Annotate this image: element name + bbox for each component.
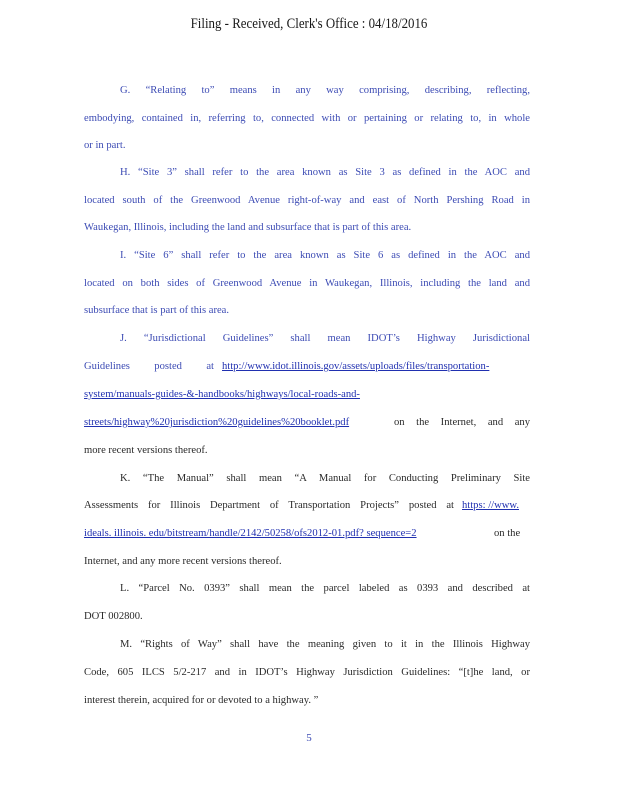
idot-guidelines-link[interactable]: streets/highway%20jurisdiction%20guidelines%20booklet.pdf bbox=[84, 417, 350, 428]
paragraph-g-line: or in part. bbox=[84, 140, 126, 151]
paragraph-l-line: DOT 002800. bbox=[84, 611, 143, 622]
paragraph-g-line: embodying, contained in, referring to, connected with or pertaining or relating to, in whole bbox=[84, 113, 530, 124]
paragraph-i-line: located on both sides of Greenwood Avenue in Waukegan, Illinois, including the land and bbox=[84, 278, 530, 289]
idot-guidelines-link[interactable]: http://www.idot.illinois.gov/assets/uploads/files/transportation- bbox=[222, 361, 490, 372]
paragraph-k-line: K. “The Manual” shall mean “A Manual for Conducting Preliminary Site bbox=[120, 473, 530, 484]
paragraph-h-line: H. “Site 3” shall refer to the area known as Site 3 as defined in the AOC and bbox=[120, 167, 530, 178]
paragraph-j-line: on the Internet, and any bbox=[394, 417, 530, 428]
paragraph-m-line: Code, 605 ILCS 5/2-217 and in IDOT’s Highway Jurisdiction Guidelines: “[t]he land, or bbox=[84, 667, 530, 678]
paragraph-k-line: on the bbox=[494, 528, 521, 539]
idot-guidelines-link[interactable]: system/manuals-guides-&-handbooks/highways/local-roads-and- bbox=[84, 389, 360, 400]
paragraph-j-line: Guidelines posted at bbox=[84, 361, 214, 372]
paragraph-g-line: G. “Relating to” means in any way comprising, describing, reflecting, bbox=[120, 85, 530, 96]
paragraph-k-line: Internet, and any more recent versions thereof. bbox=[84, 556, 282, 567]
paragraph-h-line: located south of the Greenwood Avenue right-of-way and east of North Pershing Road in bbox=[84, 195, 530, 206]
paragraph-m-line: interest therein, acquired for or devoted to a highway. ” bbox=[84, 695, 319, 706]
paragraph-i-line: subsurface that is part of this area. bbox=[84, 305, 230, 316]
paragraph-k-line: Assessments for Illinois Department of Transportation Projects” posted at bbox=[84, 500, 454, 511]
paragraph-j-line: more recent versions thereof. bbox=[84, 445, 208, 456]
paragraph-h-line: Waukegan, Illinois, including the land and subsurface that is part of this area. bbox=[84, 222, 412, 233]
paragraph-j-line: J. “Jurisdictional Guidelines” shall mean IDOT’s Highway Jurisdictional bbox=[120, 333, 530, 344]
paragraph-m-line: M. “Rights of Way” shall have the meaning given to it in the Illinois Highway bbox=[120, 639, 530, 650]
paragraph-l-line: L. “Parcel No. 0393” shall mean the parcel labeled as 0393 and described at bbox=[120, 583, 530, 594]
page-number: 5 bbox=[306, 732, 312, 744]
manual-link[interactable]: ideals. illinois. edu/bitstream/handle/2142/50258/ofs2012-01.pdf? sequence=2 bbox=[84, 528, 417, 539]
paragraph-i-line: I. “Site 6” shall refer to the area known as Site 6 as defined in the AOC and bbox=[120, 250, 530, 261]
filing-header: Filing - Received, Clerk's Office : 04/18/2016 bbox=[190, 16, 428, 32]
manual-link[interactable]: https: //www. bbox=[462, 500, 519, 511]
